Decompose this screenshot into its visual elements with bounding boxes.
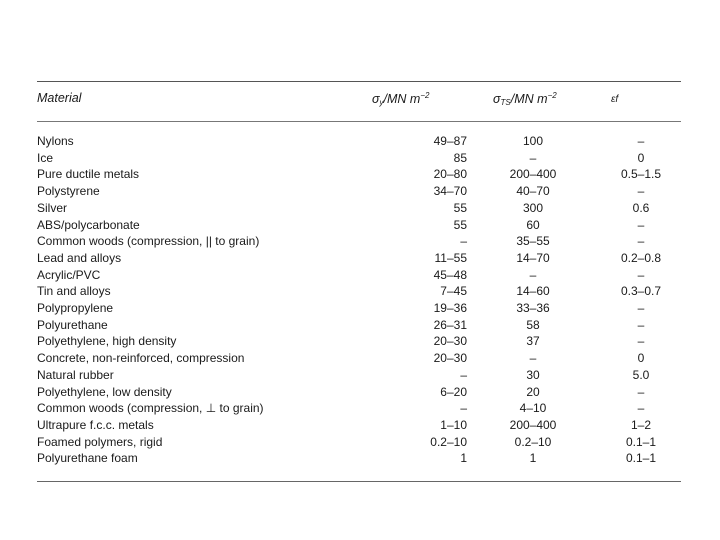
table-header (0, 91, 720, 111)
material-cell: Tin and alloys (37, 284, 111, 299)
table-row (37, 217, 683, 234)
yield-strength-cell: 1 (460, 451, 467, 466)
tensile-strength-cell: – (529, 267, 537, 282)
header-tensile-strength: $\sigma_{TS}/MN$ $m^{-2}$ (493, 91, 557, 107)
yield-strength-cell: 1–10 (440, 417, 467, 432)
tensile-strength-cell: 4–10 (519, 401, 547, 416)
tensile-strength-cell: 30 (526, 367, 540, 382)
material-cell: Ice (37, 150, 54, 165)
tensile-strength-cell: 14–60 (516, 284, 550, 299)
yield-strength-cell: 20–30 (433, 351, 467, 366)
tensile-strength-cell: 100 (522, 134, 544, 148)
yield-strength-cell: 20–80 (433, 167, 467, 182)
table-row (37, 400, 683, 417)
material-cell: Common woods (compression, ⊥ to grain) (37, 401, 264, 416)
tensile-strength-cell: 200–400 (509, 417, 557, 432)
table-row (37, 200, 683, 217)
yield-strength-cell: 19–36 (433, 301, 467, 316)
fracture-strain-cell: – (637, 184, 645, 199)
header-yield-strength: $\sigma_y/MN$ $m^{-2}$ (372, 91, 430, 107)
yield-strength-cell: 6–20 (440, 384, 467, 399)
tensile-strength-cell: 200–400 (509, 167, 557, 182)
tensile-strength-cell: – (529, 150, 537, 165)
header-fracture-strain: εf (611, 94, 619, 105)
table-row (37, 150, 683, 167)
table-row (37, 417, 683, 434)
material-cell: Acrylic/PVC (37, 267, 101, 282)
table-row (37, 384, 683, 401)
yield-strength-cell: 7–45 (440, 284, 467, 299)
material-cell: Pure ductile metals (37, 167, 140, 182)
fracture-strain-cell: – (637, 267, 645, 282)
table-row (37, 450, 683, 467)
table-row (37, 434, 683, 451)
table-row (37, 183, 683, 200)
table-bottom-rule (37, 481, 681, 482)
yield-strength-cell: 34–70 (433, 184, 467, 199)
materials-table (37, 133, 683, 467)
tensile-strength-cell: 20 (526, 384, 540, 399)
material-cell: Polypropylene (37, 301, 114, 316)
fracture-strain-cell: 0.1–1 (625, 434, 657, 449)
fracture-strain-cell: 1–2 (630, 417, 652, 432)
table-row (37, 233, 683, 250)
material-cell: Polyethylene, high density (37, 334, 177, 349)
material-cell: Nylons (37, 134, 74, 148)
material-cell: Polyurethane foam (37, 451, 138, 466)
yield-strength-cell: 26–31 (433, 317, 467, 332)
material-cell: ABS/polycarbonate (37, 217, 140, 232)
tensile-strength-cell: 0.2–10 (514, 434, 552, 449)
fracture-strain-cell: 0.1–1 (625, 451, 657, 466)
yield-strength-cell: – (460, 234, 467, 249)
table-row (37, 133, 683, 150)
tensile-strength-cell: 14–70 (516, 250, 550, 265)
fracture-strain-cell: – (637, 384, 645, 399)
tensile-strength-cell: 1 (529, 451, 537, 466)
yield-strength-cell: 55 (453, 200, 467, 215)
table-row (37, 166, 683, 183)
table-row (37, 350, 683, 367)
table-row (37, 250, 683, 267)
fracture-strain-cell: – (637, 217, 645, 232)
fracture-strain-cell: 5.0 (632, 367, 650, 382)
material-cell: Lead and alloys (37, 250, 122, 265)
tensile-strength-cell: 58 (526, 317, 540, 332)
table-row (37, 317, 683, 334)
fracture-strain-cell: 0.5–1.5 (620, 167, 662, 182)
material-cell: Polyurethane (37, 317, 108, 332)
table-top-rule (37, 81, 681, 82)
yield-strength-cell: 11–55 (434, 250, 467, 265)
table-row (37, 300, 683, 317)
material-cell: Common woods (compression, || to grain) (37, 234, 260, 249)
material-cell: Ultrapure f.c.c. metals (37, 417, 154, 432)
material-cell: Polyethylene, low density (37, 384, 172, 399)
table-row (37, 367, 683, 384)
yield-strength-cell: 49–87 (433, 134, 467, 148)
yield-strength-cell: 45–48 (433, 267, 467, 282)
fracture-strain-cell: – (637, 301, 645, 316)
fracture-strain-cell: – (637, 334, 645, 349)
fracture-strain-cell: – (637, 234, 645, 249)
material-cell: Foamed polymers, rigid (37, 434, 163, 449)
tensile-strength-cell: 33–36 (516, 301, 550, 316)
fracture-strain-cell: – (637, 317, 645, 332)
table-row (37, 267, 683, 284)
tensile-strength-cell: 35–55 (516, 234, 550, 249)
material-cell: Silver (37, 200, 68, 215)
yield-strength-cell: 0.2–10 (430, 434, 467, 449)
yield-strength-cell: 85 (453, 150, 467, 165)
yield-strength-cell: – (460, 401, 467, 416)
fracture-strain-cell: – (637, 134, 645, 148)
header-divider (37, 121, 681, 122)
tensile-strength-cell: – (529, 351, 537, 366)
fracture-strain-cell: 0.3–0.7 (620, 284, 662, 299)
table-row (37, 283, 683, 300)
material-cell: Polystyrene (37, 184, 100, 199)
material-cell: Concrete, non-reinforced, compression (37, 351, 245, 366)
fracture-strain-cell: 0.2–0.8 (620, 250, 662, 265)
tensile-strength-cell: 300 (522, 200, 544, 215)
yield-strength-cell: 20–30 (433, 334, 467, 349)
tensile-strength-cell: 37 (526, 334, 540, 349)
fracture-strain-cell: – (637, 401, 645, 416)
yield-strength-cell: 55 (453, 217, 467, 232)
fracture-strain-cell: 0 (637, 150, 645, 165)
header-material: Material (37, 91, 82, 105)
fracture-strain-cell: 0 (637, 351, 645, 366)
yield-strength-cell: – (460, 367, 467, 382)
tensile-strength-cell: 40–70 (516, 184, 550, 199)
tensile-strength-cell: 60 (526, 217, 540, 232)
material-cell: Natural rubber (37, 367, 114, 382)
fracture-strain-cell: 0.6 (632, 200, 650, 215)
table-row (37, 333, 683, 350)
